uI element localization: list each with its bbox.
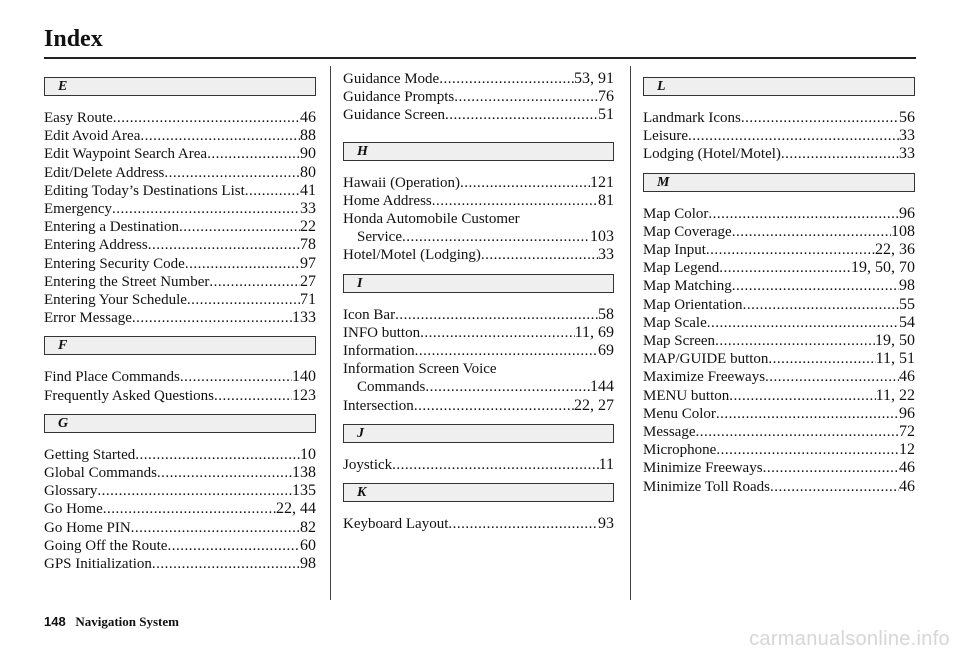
index-entry[interactable]: [643, 314, 915, 332]
index-entry[interactable]: [44, 464, 316, 482]
index-entry[interactable]: [343, 456, 614, 474]
dot-leader: [696, 423, 900, 441]
index-entry[interactable]: [44, 446, 316, 464]
index-entry-continued: [343, 228, 614, 246]
entry-text: Guidance Prompts: [343, 89, 455, 106]
index-entry[interactable]: [44, 145, 316, 163]
index-entry[interactable]: [343, 246, 614, 264]
index-entry[interactable]: [343, 342, 614, 360]
dot-leader: [187, 291, 300, 309]
index-entry[interactable]: [44, 109, 316, 127]
dot-leader: [770, 478, 899, 496]
index-entry-multiline[interactable]: [343, 210, 614, 246]
index-entry[interactable]: [44, 309, 316, 327]
dot-leader: [765, 368, 899, 386]
index-entry[interactable]: [643, 423, 915, 441]
entry-text: Home Address: [343, 192, 432, 209]
dot-leader: [732, 277, 899, 295]
dot-leader: [439, 70, 574, 88]
entry-text: Emergency: [44, 201, 113, 218]
entry-page: 96: [899, 404, 915, 422]
dot-leader: [157, 464, 292, 482]
entry-text: Map Scale: [643, 314, 707, 331]
entry-page: 144: [590, 378, 614, 396]
entry-text: Entering a Destination: [44, 219, 179, 236]
index-entry[interactable]: [343, 192, 614, 210]
dot-leader: [414, 397, 574, 415]
entry-text: Entering Your Schedule: [44, 292, 187, 309]
watermark: carmanualsonline.info: [749, 628, 950, 650]
dot-leader: [460, 174, 590, 192]
entry-page: 121: [590, 173, 614, 191]
entry-text: Frequently Asked Questions: [44, 387, 214, 404]
entry-text: Go Home PIN: [44, 519, 131, 536]
section-letter: L: [643, 77, 915, 96]
entry-page: 138: [292, 464, 316, 482]
dot-leader: [415, 342, 598, 360]
section-letter: F: [44, 336, 316, 355]
entry-text: Entering Security Code: [44, 255, 185, 272]
entry-text: MENU button: [643, 387, 730, 404]
entry-page: 60: [300, 536, 316, 554]
dot-leader: [729, 387, 875, 405]
index-section: [44, 414, 316, 573]
index-entry[interactable]: [643, 241, 915, 259]
index-entry[interactable]: [343, 306, 614, 324]
dot-leader: [140, 127, 300, 145]
section-letter: M: [643, 173, 915, 192]
entry-text: Entering Address: [44, 237, 148, 254]
entry-page: 88: [300, 127, 316, 145]
index-entry[interactable]: [643, 459, 915, 477]
index-section: [643, 173, 915, 496]
entry-page: 71: [300, 291, 316, 309]
dot-leader: [167, 537, 300, 555]
entry-text: Find Place Commands: [44, 369, 180, 386]
dot-leader: [392, 456, 598, 474]
entry-page: 58: [598, 305, 614, 323]
entry-text: Edit Avoid Area: [44, 128, 141, 145]
entry-page: 108: [891, 222, 915, 240]
entry-page: 93: [598, 515, 614, 533]
dot-leader: [135, 446, 300, 464]
dot-leader: [148, 236, 300, 254]
index-entry[interactable]: [44, 555, 316, 573]
dot-leader: [708, 205, 899, 223]
dot-leader: [152, 555, 300, 573]
entry-page: 10: [300, 445, 316, 463]
entry-page: 27: [300, 272, 316, 290]
entry-page: 11, 22: [875, 386, 915, 404]
dot-leader: [716, 405, 899, 423]
dot-leader: [481, 246, 598, 264]
column-divider: [630, 66, 631, 600]
entry-text: Leisure: [643, 128, 688, 145]
entry-page: 72: [899, 423, 915, 441]
entry-text: Lodging (Hotel/Motel): [643, 146, 781, 163]
entry-page: 98: [899, 277, 915, 295]
entry-text: Landmark Icons: [643, 110, 741, 126]
entry-page: 11, 51: [875, 350, 915, 368]
entry-page: 22, 36: [875, 241, 915, 259]
entry-text: Go Home: [44, 501, 103, 518]
entry-page: 22: [300, 218, 316, 236]
index-entry[interactable]: [44, 291, 316, 309]
column-divider: [330, 66, 331, 600]
index-entry[interactable]: [643, 368, 915, 386]
entry-page: 135: [292, 482, 316, 500]
index-entry[interactable]: [44, 218, 316, 236]
index-section: [643, 77, 915, 164]
entry-text: Hawaii (Operation): [343, 174, 461, 191]
dot-leader: [432, 192, 598, 210]
entry-page: 41: [300, 181, 316, 199]
dot-leader: [454, 88, 598, 106]
entry-page: 12: [899, 441, 915, 459]
section-letter: J: [343, 424, 614, 443]
entry-page: 46: [899, 477, 915, 495]
index-entry[interactable]: [643, 259, 915, 277]
dot-leader: [715, 332, 875, 350]
index-entry[interactable]: [643, 296, 915, 314]
entry-text: Message: [643, 424, 696, 441]
entry-text: Intersection: [343, 397, 414, 414]
section-letter: H: [343, 142, 614, 161]
entry-page: 46: [899, 459, 915, 477]
entry-page: 123: [292, 386, 316, 404]
entry-text: GPS Initialization: [44, 556, 152, 573]
index-column-2: [343, 70, 614, 533]
entry-text: Maximize Freeways: [643, 369, 766, 386]
entry-page: 11: [598, 455, 614, 473]
entry-page: 22, 27: [574, 396, 614, 414]
entry-page: 97: [300, 254, 316, 272]
entry-text: Service: [357, 229, 402, 246]
dot-leader: [732, 223, 891, 241]
index-section: [343, 142, 614, 265]
index-section: [44, 77, 316, 327]
entry-text: Global Commands: [44, 465, 157, 482]
entry-text: Map Coverage: [643, 223, 732, 240]
entry-text: Minimize Toll Roads: [643, 478, 771, 495]
entry-page: 51: [598, 106, 614, 124]
index-entry[interactable]: [44, 200, 316, 218]
entry-text: Glossary: [44, 483, 98, 500]
dot-leader: [402, 228, 590, 246]
entry-text: Map Legend: [643, 260, 720, 277]
index-entry[interactable]: [44, 537, 316, 555]
dot-leader: [185, 255, 300, 273]
dot-leader: [245, 182, 300, 200]
dot-leader: [707, 314, 899, 332]
index-entry[interactable]: [44, 236, 316, 254]
entry-page: 69: [598, 342, 614, 360]
title-rule: [44, 57, 916, 59]
entry-page: 55: [899, 295, 915, 313]
index-entry[interactable]: [343, 106, 614, 124]
dot-leader: [103, 500, 276, 518]
entry-text: Map Input: [643, 242, 706, 259]
index-entry[interactable]: [643, 223, 915, 241]
index-entry[interactable]: [643, 127, 915, 145]
index-entry[interactable]: [643, 441, 915, 459]
dot-leader: [706, 241, 875, 259]
dot-leader: [719, 259, 851, 277]
entry-page: 56: [899, 109, 915, 126]
entry-text: Minimize Freeways: [643, 460, 763, 477]
dot-leader: [214, 387, 292, 405]
dot-leader: [445, 106, 598, 124]
entry-page: 19, 50: [875, 332, 915, 350]
entry-page: 54: [899, 313, 915, 331]
index-entry[interactable]: [643, 332, 915, 350]
index-section: [44, 336, 316, 404]
entry-text: Error Message: [44, 310, 132, 327]
dot-leader: [132, 309, 292, 327]
index-entry[interactable]: [44, 273, 316, 291]
dot-leader: [131, 519, 300, 537]
dot-leader: [743, 296, 899, 314]
index-entry[interactable]: [44, 164, 316, 182]
entry-text: Guidance Screen: [343, 107, 446, 124]
entry-text: Entering the Street Number: [44, 273, 210, 290]
entry-text: Map Color: [643, 205, 709, 222]
dot-leader: [688, 127, 899, 145]
index-column-1: [44, 68, 316, 573]
entry-text: Guidance Mode: [343, 71, 440, 87]
entry-text: Easy Route: [44, 110, 113, 126]
entry-text: Keyboard Layout: [343, 516, 449, 533]
entry-page: 78: [300, 236, 316, 254]
entry-page: 133: [292, 309, 316, 327]
entry-page: 103: [590, 228, 614, 246]
entry-page: 80: [300, 163, 316, 181]
section-letter: E: [44, 77, 316, 96]
entry-page: 90: [300, 145, 316, 163]
entry-text: Menu Color: [643, 405, 716, 422]
dot-leader: [395, 306, 598, 324]
entry-text: Map Matching: [643, 278, 732, 295]
dot-leader: [179, 218, 300, 236]
index-entry[interactable]: [343, 324, 614, 342]
dot-leader: [741, 109, 899, 127]
dot-leader: [97, 482, 292, 500]
entry-text: INFO button: [343, 324, 421, 341]
entry-text: Information: [343, 343, 415, 360]
index-entry[interactable]: [643, 205, 915, 223]
index-entry[interactable]: [44, 519, 316, 537]
entry-page: 82: [300, 518, 316, 536]
index-entry[interactable]: [643, 109, 915, 127]
entry-page: 96: [899, 204, 915, 222]
index-entry[interactable]: [44, 368, 316, 386]
dot-leader: [768, 350, 875, 368]
index-entry[interactable]: [44, 182, 316, 200]
entry-text: MAP/GUIDE button: [643, 351, 769, 368]
entry-page: 11, 69: [574, 323, 614, 341]
entry-text: Map Screen: [643, 333, 716, 350]
dot-leader: [207, 145, 300, 163]
entry-text: Editing Today’s Destinations List: [44, 182, 245, 199]
spacer: [343, 125, 614, 133]
index-column-3: [643, 68, 915, 496]
index-entry[interactable]: [44, 127, 316, 145]
index-entry[interactable]: [44, 500, 316, 518]
index-entry[interactable]: [643, 478, 915, 496]
dot-leader: [781, 145, 899, 163]
entry-text: Information Screen Voice: [343, 361, 497, 378]
index-entry[interactable]: [44, 255, 316, 273]
index-entry[interactable]: [343, 397, 614, 415]
entry-page: 76: [598, 88, 614, 106]
page-title: Index: [44, 26, 103, 52]
index-entry[interactable]: [343, 174, 614, 192]
entry-page: 19, 50, 70: [851, 259, 915, 277]
entry-text: Commands: [357, 379, 426, 396]
index-section: [343, 483, 614, 533]
section-letter: K: [343, 483, 614, 502]
index-entry[interactable]: [643, 405, 915, 423]
footer-label: Navigation System: [75, 614, 179, 629]
dot-leader: [164, 164, 300, 182]
index-section: [343, 424, 614, 474]
entry-page: 46: [899, 368, 915, 386]
dot-leader: [180, 368, 292, 386]
entry-text: Going Off the Route: [44, 537, 168, 554]
section-letter: G: [44, 414, 316, 433]
index-entry[interactable]: [643, 387, 915, 405]
entry-page: 98: [300, 555, 316, 573]
page-number: 148: [44, 614, 66, 629]
index-entry-multiline[interactable]: [343, 360, 614, 396]
entry-text: Joystick: [343, 456, 393, 473]
entry-page: 33: [300, 200, 316, 218]
entry-page: 33: [598, 246, 614, 264]
entry-text: Map Orientation: [643, 296, 743, 313]
dot-leader: [112, 200, 300, 218]
entry-page: 46: [300, 109, 316, 126]
index-entry[interactable]: [343, 515, 614, 533]
index-entry-continued: [343, 378, 614, 396]
index-entry[interactable]: [343, 88, 614, 106]
entry-text: Edit Waypoint Search Area: [44, 146, 208, 163]
index-entry[interactable]: [44, 482, 316, 500]
entry-text: Microphone: [643, 442, 717, 459]
entry-page: 33: [899, 127, 915, 145]
page-footer: [44, 614, 179, 630]
entry-page: 140: [292, 368, 316, 386]
dot-leader: [420, 324, 575, 342]
dot-leader: [448, 515, 598, 533]
index-section: [343, 274, 614, 415]
index-entry[interactable]: [643, 145, 915, 163]
dot-leader: [209, 273, 300, 291]
entry-page: 33: [899, 145, 915, 163]
entry-page: 81: [598, 191, 614, 209]
index-entry[interactable]: [44, 387, 316, 405]
dot-leader: [763, 459, 899, 477]
entry-page: 53, 91: [574, 70, 614, 87]
index-entry[interactable]: [643, 350, 915, 368]
entry-text: Getting Started: [44, 446, 136, 463]
entry-page: 22, 44: [276, 500, 316, 518]
dot-leader: [425, 378, 590, 396]
dot-leader: [113, 109, 300, 127]
entry-text: Honda Automobile Customer: [343, 211, 520, 228]
index-entry[interactable]: [643, 277, 915, 295]
index-entry[interactable]: [343, 70, 614, 88]
section-letter: I: [343, 274, 614, 293]
entry-text: Edit/Delete Address: [44, 164, 165, 181]
entry-text: Hotel/Motel (Lodging): [343, 247, 481, 264]
dot-leader: [716, 441, 899, 459]
entry-text: Icon Bar: [343, 306, 396, 323]
